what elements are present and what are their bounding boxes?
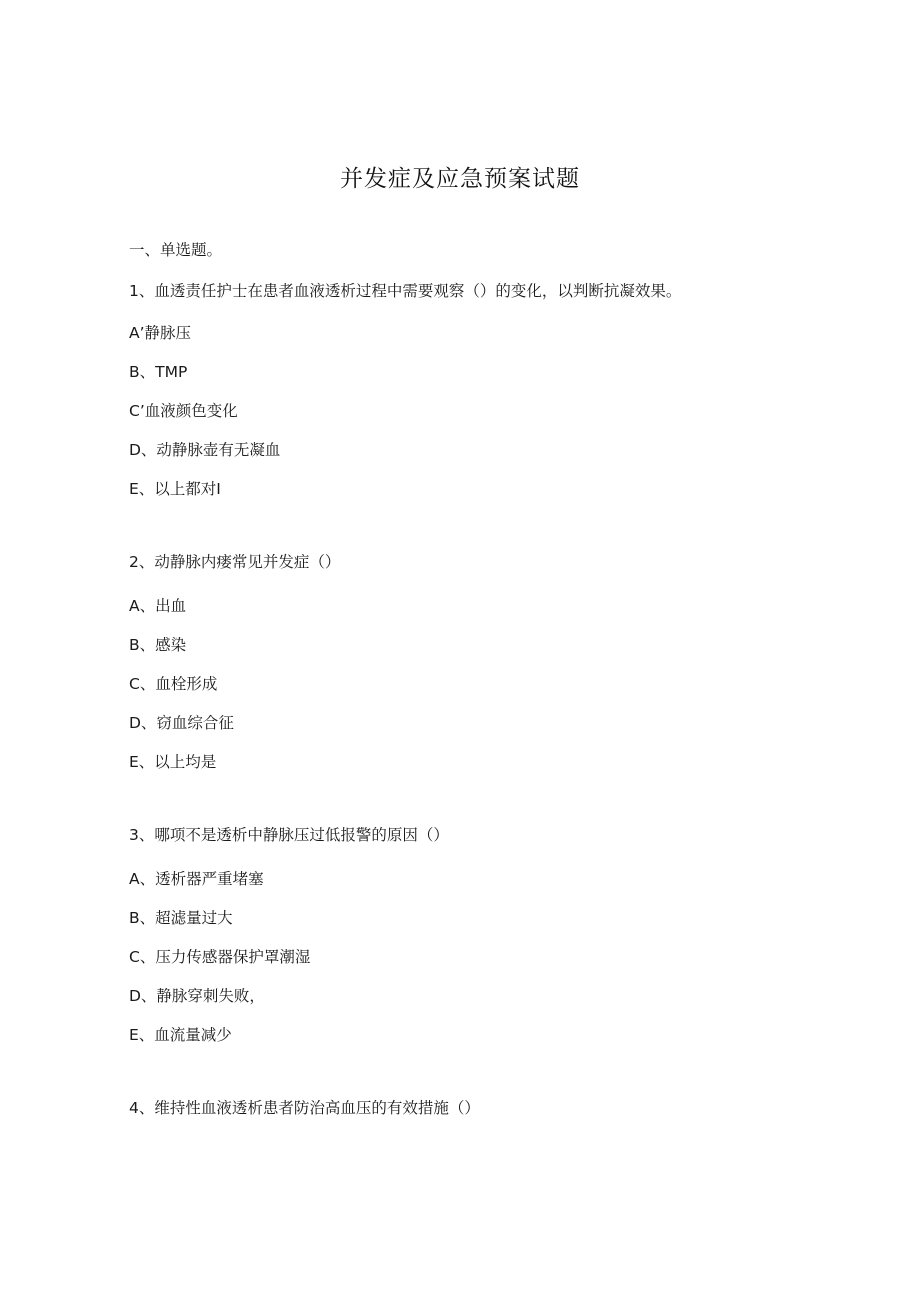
- question-2-option-a: A、出血: [129, 597, 187, 615]
- section-heading: 一、单选题。: [129, 241, 223, 259]
- question-3-option-d: D、静脉穿刺失败，: [129, 987, 265, 1005]
- question-3-option-b: B、超滤量过大: [129, 909, 233, 927]
- question-3-option-a: A、透析器严重堵塞: [129, 870, 264, 888]
- question-2-option-b: B、感染: [129, 636, 187, 654]
- question-1-stem: 1、血透责任护士在患者血液透析过程中需要观察（）的变化，以判断抗凝效果。: [129, 282, 682, 300]
- question-3-stem: 3、哪项不是透析中静脉压过低报警的原因（）: [129, 826, 449, 844]
- question-3-option-c: C、压力传感器保护罩潮湿: [129, 948, 311, 966]
- question-2-option-e: E、以上均是: [129, 753, 217, 771]
- question-2-option-d: D、窃血综合征: [129, 714, 234, 732]
- question-4-stem: 4、维持性血液透析患者防治高血压的有效措施（）: [129, 1099, 480, 1117]
- page-title: 并发症及应急预案试题: [340, 166, 580, 192]
- question-1-option-b: B、TMP: [129, 363, 188, 381]
- question-1-option-d: D、动静脉壶有无凝血: [129, 441, 281, 459]
- question-2-stem: 2、动静脉内瘘常见并发症（）: [129, 553, 341, 571]
- question-2-option-c: C、血栓形成: [129, 675, 218, 693]
- question-1-option-c: C’血液颜色变化: [129, 402, 238, 420]
- question-1-option-a: A’静脉压: [129, 324, 192, 342]
- question-1-option-e: E、以上都对I: [129, 480, 221, 498]
- question-3-option-e: E、血流量减少: [129, 1026, 232, 1044]
